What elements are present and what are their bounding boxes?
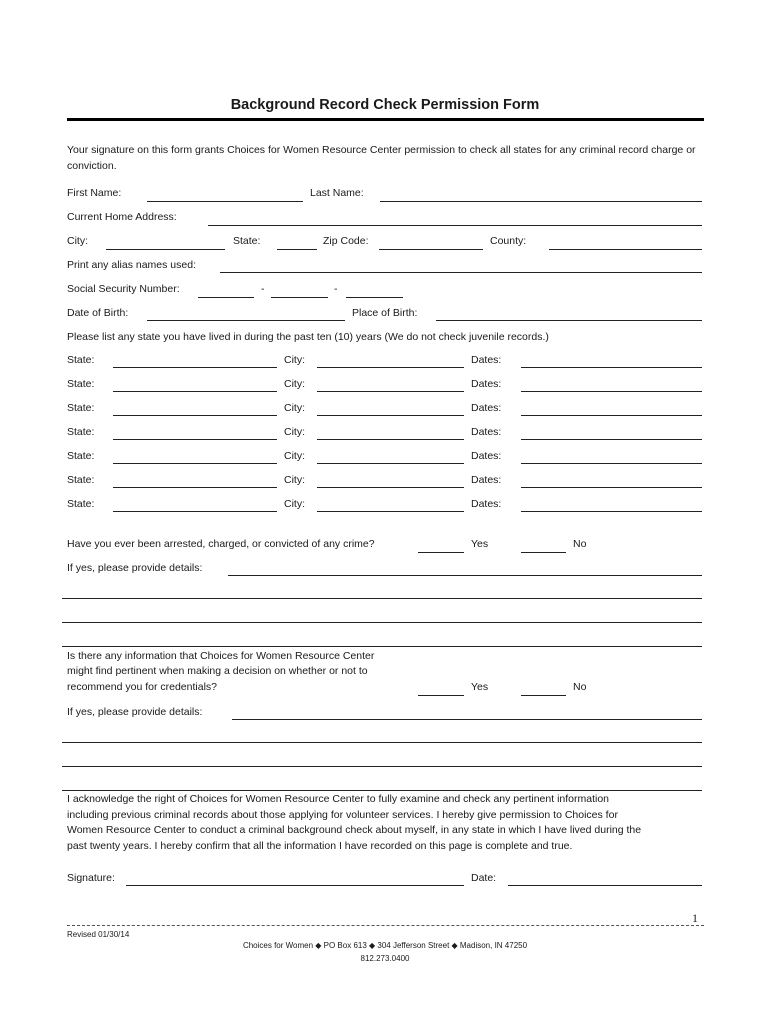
residence-state-field[interactable] bbox=[113, 379, 277, 392]
zip-label: Zip Code: bbox=[323, 235, 369, 247]
residence-city-label: City: bbox=[284, 474, 305, 486]
residence-city-label: City: bbox=[284, 450, 305, 462]
dob-label: Date of Birth: bbox=[67, 307, 129, 319]
intro-text: Your signature on this form grants Choices for Women Resource Center permission to check all states for any criminal record charge or conviction. bbox=[67, 144, 696, 172]
dob-field[interactable] bbox=[147, 308, 345, 321]
arrested-yes-label: Yes bbox=[471, 538, 489, 550]
ssn-part1-field[interactable] bbox=[198, 285, 254, 298]
residence-city-field[interactable] bbox=[317, 475, 464, 488]
question-pertinent-line1: Is there any information that Choices for Women Resource Center bbox=[67, 650, 375, 662]
arrested-no-label: No bbox=[573, 538, 587, 550]
arrested-no-field[interactable] bbox=[521, 540, 566, 553]
city-field[interactable] bbox=[106, 237, 225, 250]
pertinent-no-label: No bbox=[573, 681, 587, 693]
pertinent-details-line[interactable] bbox=[62, 742, 702, 743]
residence-dates-field[interactable] bbox=[521, 475, 702, 488]
ssn-separator: - bbox=[334, 283, 338, 295]
residence-state-field[interactable] bbox=[113, 499, 277, 512]
residence-state-label: State: bbox=[67, 354, 95, 366]
place-of-birth-field[interactable] bbox=[436, 308, 702, 321]
residence-state-field[interactable] bbox=[113, 475, 277, 488]
address-label: Current Home Address: bbox=[67, 211, 177, 223]
form-title: Background Record Check Permission Form bbox=[230, 97, 540, 113]
last-name-label: Last Name: bbox=[310, 187, 364, 199]
ssn-part2-field[interactable] bbox=[271, 285, 328, 298]
first-name-field[interactable] bbox=[147, 189, 303, 202]
residence-city-label: City: bbox=[284, 354, 305, 366]
residence-city-field[interactable] bbox=[317, 451, 464, 464]
state-label: State: bbox=[233, 235, 261, 247]
state-field[interactable] bbox=[277, 237, 317, 250]
residence-dates-label: Dates: bbox=[471, 354, 502, 366]
residence-instruction: Please list any state you have lived in during the past ten (10) years (We do not check juvenile records.) bbox=[67, 331, 549, 343]
first-name-label: First Name: bbox=[67, 187, 122, 199]
title-rule bbox=[67, 118, 704, 121]
acknowledgement-line4: past twenty years. I hereby confirm that all the information I have recorded on this page is complete and true. bbox=[67, 840, 573, 852]
residence-state-label: State: bbox=[67, 378, 95, 390]
residence-state-field[interactable] bbox=[113, 427, 277, 440]
residence-city-field[interactable] bbox=[317, 403, 464, 416]
residence-dates-field[interactable] bbox=[521, 403, 702, 416]
residence-dates-field[interactable] bbox=[521, 451, 702, 464]
residence-dates-label: Dates: bbox=[471, 474, 502, 486]
arrested-details-label: If yes, please provide details: bbox=[67, 562, 203, 574]
arrested-details-line[interactable] bbox=[62, 598, 702, 599]
residence-state-label: State: bbox=[67, 426, 95, 438]
county-label: County: bbox=[490, 235, 527, 247]
pertinent-details-field[interactable] bbox=[232, 707, 702, 720]
page-number: 1 bbox=[692, 911, 698, 925]
acknowledgement-line2: including previous criminal records about those applying for volunteer services. I hereby give permission to Choices for bbox=[67, 809, 618, 821]
revised-date: Revised 01/30/14 bbox=[67, 930, 130, 939]
residence-city-field[interactable] bbox=[317, 355, 464, 368]
pertinent-details-label: If yes, please provide details: bbox=[67, 706, 203, 718]
residence-state-label: State: bbox=[67, 450, 95, 462]
ssn-label: Social Security Number: bbox=[67, 283, 180, 295]
question-arrested: Have you ever been arrested, charged, or convicted of any crime? bbox=[67, 538, 375, 550]
question-pertinent-line3: recommend you for credentials? bbox=[67, 681, 217, 693]
residence-state-field[interactable] bbox=[113, 451, 277, 464]
pertinent-no-field[interactable] bbox=[521, 683, 566, 696]
ssn-separator: - bbox=[261, 283, 265, 295]
question-pertinent-line2: might find pertinent when making a decision on whether or not to bbox=[67, 665, 368, 677]
residence-city-label: City: bbox=[284, 426, 305, 438]
residence-dates-label: Dates: bbox=[471, 426, 502, 438]
ssn-part3-field[interactable] bbox=[346, 285, 403, 298]
residence-dates-label: Dates: bbox=[471, 402, 502, 414]
city-label: City: bbox=[67, 235, 88, 247]
acknowledgement-line3: Women Resource Center to conduct a criminal background check about myself, in any state in which I have lived during the bbox=[67, 824, 642, 836]
address-field[interactable] bbox=[208, 213, 702, 226]
zip-field[interactable] bbox=[379, 237, 483, 250]
residence-state-label: State: bbox=[67, 474, 95, 486]
residence-city-field[interactable] bbox=[317, 427, 464, 440]
signature-field[interactable] bbox=[126, 873, 464, 886]
residence-state-label: State: bbox=[67, 498, 95, 510]
residence-dates-label: Dates: bbox=[471, 498, 502, 510]
residence-dates-label: Dates: bbox=[471, 450, 502, 462]
pertinent-yes-field[interactable] bbox=[418, 683, 464, 696]
footer-rule bbox=[67, 925, 704, 926]
last-name-field[interactable] bbox=[380, 189, 702, 202]
residence-dates-label: Dates: bbox=[471, 378, 502, 390]
date-label: Date: bbox=[471, 872, 497, 884]
residence-dates-field[interactable] bbox=[521, 499, 702, 512]
arrested-details-field[interactable] bbox=[228, 563, 702, 576]
place-of-birth-label: Place of Birth: bbox=[352, 307, 418, 319]
arrested-details-line[interactable] bbox=[62, 622, 702, 623]
alias-field[interactable] bbox=[220, 260, 702, 273]
residence-dates-field[interactable] bbox=[521, 427, 702, 440]
residence-state-label: State: bbox=[67, 402, 95, 414]
pertinent-details-line[interactable] bbox=[62, 790, 702, 791]
pertinent-yes-label: Yes bbox=[471, 681, 489, 693]
residence-city-field[interactable] bbox=[317, 499, 464, 512]
residence-state-field[interactable] bbox=[113, 355, 277, 368]
arrested-details-line[interactable] bbox=[62, 646, 702, 647]
county-field[interactable] bbox=[549, 237, 702, 250]
residence-dates-field[interactable] bbox=[521, 355, 702, 368]
alias-label: Print any alias names used: bbox=[67, 259, 196, 271]
date-field[interactable] bbox=[508, 873, 702, 886]
residence-city-label: City: bbox=[284, 402, 305, 414]
residence-city-label: City: bbox=[284, 378, 305, 390]
residence-city-label: City: bbox=[284, 498, 305, 510]
footer-address: Choices for Women ◆ PO Box 613 ◆ 304 Jefferson Street ◆ Madison, IN 47250 bbox=[242, 941, 528, 950]
residence-state-field[interactable] bbox=[113, 403, 277, 416]
acknowledgement-line1: I acknowledge the right of Choices for Women Resource Center to fully examine and check any pertinent information bbox=[67, 793, 610, 805]
arrested-yes-field[interactable] bbox=[418, 540, 464, 553]
pertinent-details-line[interactable] bbox=[62, 766, 702, 767]
residence-city-field[interactable] bbox=[317, 379, 464, 392]
signature-label: Signature: bbox=[67, 872, 115, 884]
residence-dates-field[interactable] bbox=[521, 379, 702, 392]
footer-phone: 812.273.0400 bbox=[360, 954, 410, 963]
